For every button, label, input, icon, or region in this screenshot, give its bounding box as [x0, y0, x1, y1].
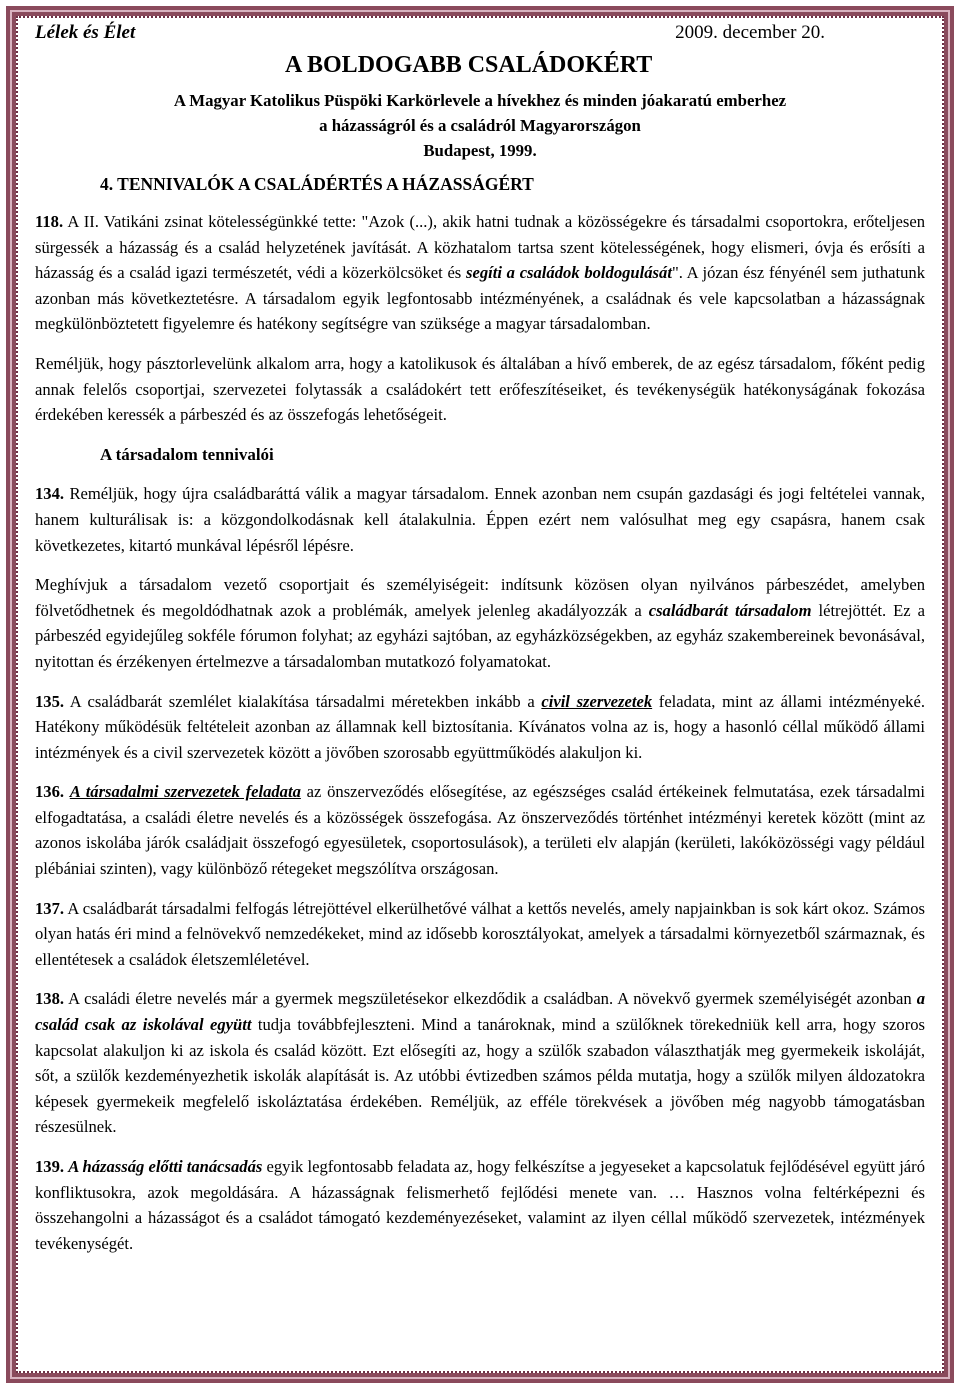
emphasis-text: családbarát társadalom — [648, 600, 812, 620]
paragraph-text: A II. Vatikáni zsinat kötelességünkké tette: "Azok (...), akik hatni tudnak a közösségekre és társadalmi csoportokra, erőteljesen sürgessék a házasság és a család helyzetének javítását. A közhatalom tartsa szent kötelességének, hogy elismeri, óvja és erősíti a házasság és a család igazi természetét, védi a közerkölcsöket és — [35, 212, 925, 283]
document-content — [35, 20, 925, 1256]
paragraph-number: 137. — [35, 898, 65, 918]
paragraph-number: 138. — [35, 989, 65, 1009]
paragraph-number: 135. — [35, 691, 65, 711]
paragraph-number: 118. — [35, 212, 64, 231]
subtitle-line-2: a házasságról és a családról Magyarországon — [319, 116, 641, 135]
paragraph-137 — [35, 896, 925, 973]
emphasis-text: A társadalmi szervezetek feladata — [69, 782, 301, 802]
document-title: A BOLDOGABB CSALÁDOKÉRT — [285, 52, 653, 78]
paragraph-text: létrejöttét. Ez a párbeszéd egyidejűleg sokféle fórumon folyhat; az egyházi sajtóban, az egyházközségekben, az egyház szakembereinek bevonásával, nyitottan és érzékenyen értelmezve a társadalomban mutatkozó folyamatokat. — [35, 600, 925, 671]
paragraph-text: az önszerveződés elősegítése, az egészséges család értékeinek felmutatása, ezek társadalmi elfogadtatása, a családi életre nevelés és a közösségek összefogása. Az önszerveződés történhet intézményi keretek között (mint az azonos iskolába járók családjait összefogó egyesületek, csoportosulások), a területi elv alapján (kerületi, lakóközösségi vagy például plébániai szinten), vagy különböző rétegeket megszólítva országosan. — [35, 782, 925, 879]
header-line — [35, 20, 925, 48]
emphasis-text: a család csak az iskolával együtt — [35, 989, 925, 1035]
paragraph-text: egyik legfontosabb feladata az, hogy felkészítse a jegyeseket a kapcsolatuk fejlődésével együtt járó konfliktusokra, azok megoldására. A házasságnak felismerhető fejlődési menete van. … Hasznos volna feltérképezni és összehangolni a házasságot és a családot támogató kezdeményezéseket, valamint az ilyen céllal működő szervezetek, intézmények tevékenységét. — [35, 1157, 925, 1253]
paragraph-text: tudja továbbfejleszteni. Mind a tanároknak, mind a szülőknek törekedniük kell arra, hogy szoros kapcsolat alakuljon ki az iskola és család között. Ezt elősegíti az, hogy a szülők szabadon választhatják meg gyermekeik iskoláját, sőt, a szülők kezdeményezhetik iskolák alapítását is. Az utóbbi évtizedben számos példa mutatja, hogy a szülők milyen áldozatokra képesek gyermekeik megfelelő iskoláztatása érdekében. Reméljük, az efféle törekvések a jövőben még nagyobb támogatásban részesülnek. — [35, 1015, 925, 1137]
publication-date: 2009. december 20. — [675, 22, 825, 43]
paragraph-text: A családbarát szemlélet kialakítása társadalmi méretekben inkább a — [64, 691, 542, 711]
subtitle — [35, 88, 925, 163]
paragraph-remeljuk: Reméljük, hogy pásztorlevelünk alkalom arra, hogy a katolikusok és általában a hívő emberek, de az egész társadalom, főként pedig annak felelős csoportjai, szervezetei folytassák a családokért tett erőfeszítéseiket, és tevékenységük hatékonyságának fokozása érdekében keressék a párbeszéd és az összefogás lehetőségeit. — [35, 353, 925, 425]
paragraph-meghivjuk — [35, 572, 925, 674]
paragraph-135 — [35, 689, 925, 766]
subtitle-line-1: A Magyar Katolikus Püspöki Karkörlevele a hívekhez és minden jóakaratú emberhez — [173, 91, 787, 110]
chapter-heading: 4. TENNIVALÓK A CSALÁDÉRTÉS A HÁZASSÁGÉRT — [100, 174, 534, 194]
paragraph-number: 134. — [35, 484, 65, 504]
paragraph-text: A családi életre nevelés már a gyermek megszületésekor elkezdődik a családban. A növekvő gyermek személyiségét azonban — [64, 989, 917, 1009]
paragraph-139 — [35, 1154, 925, 1256]
paragraph-text: Reméljük, hogy újra családbaráttá válik a magyar társadalom. Ennek azonban nem csupán gazdasági és jogi feltételei vannak, hanem kulturálisak is: a közgondolkodásnak kell átalakulnia. Éppen ezért nem valósulhat meg egy csapásra, hanem csak következetes, kitartó munkával lépésről lépésre. — [35, 484, 925, 555]
paragraph-118 — [35, 209, 925, 337]
paragraph-text: feladata, mint az állami intézményeké. Hatékony működésük feltételeit azonban az államnak kell biztosítania. Kívánatos volna az is, hogy a hasonló céllal működő állami intézmények és a civil szervezetek között a jövőben szorosabb együttműködés alakuljon ki. — [35, 691, 925, 762]
paragraph-text: A családbarát társadalmi felfogás létrejöttével elkerülhetővé válhat a kettős nevelés, amely napjainkban is sok kárt okoz. Számos olyan hatás éri mind a felnövekvő nemzedékeket, mind az idősebb korosztályokat, amelyek a társadalmi környezetből származnak, és ellentétesek a családok életszemléletével. — [35, 898, 925, 969]
paragraph-136 — [35, 779, 925, 881]
paragraph-134 — [35, 481, 925, 558]
publication-name: Lélek és Élet — [35, 22, 136, 43]
paragraph-text: Meghívjuk a társadalom vezető csoportjait és személyiségeit: indítsunk közösen olyan nyilvános párbeszédet, amelyben fölvetődhetnek és megoldódhatnak azok a problémák, amelyek jelenleg akadályozzák a — [35, 575, 925, 620]
paragraph-number: 136. — [35, 782, 65, 802]
emphasis-text: civil szervezetek — [541, 691, 653, 711]
emphasis-text: A házasság előtti tanácsadás — [68, 1157, 263, 1176]
section-heading: A társadalom tennivalói — [100, 444, 274, 464]
subtitle-line-3: Budapest, 1999. — [423, 141, 537, 160]
paragraph-number: 139. — [35, 1157, 65, 1176]
paragraph-text: ". A józan ész fényénél sem juthatunk azonban más következtetésre. A társadalom egyik legfontosabb intézményének, a családnak és vele kapcsolatban a házasságnak megkülönböztetett figyelemre és hatékony segítségre van szüksége a magyar társadalomban. — [35, 263, 926, 334]
emphasis-text: segíti a családok boldogulását — [466, 263, 672, 283]
paragraph-138 — [35, 986, 925, 1140]
